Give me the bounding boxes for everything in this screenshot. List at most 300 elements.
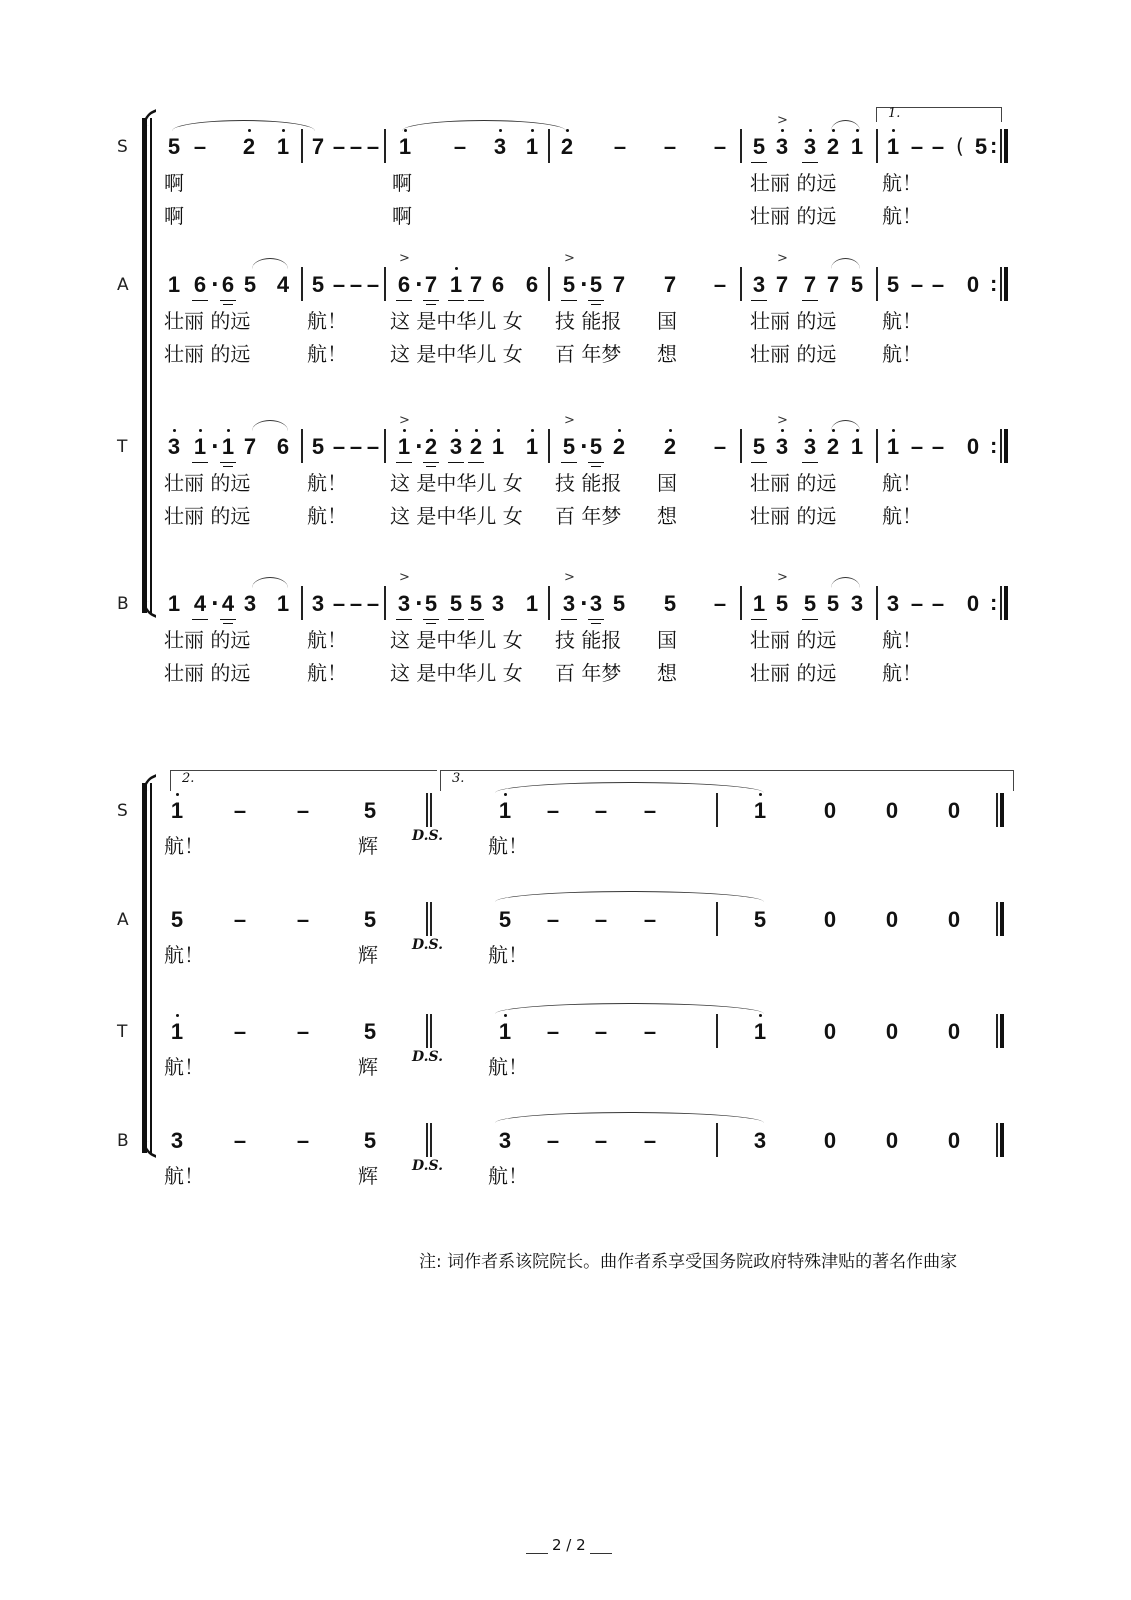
barline	[301, 267, 303, 301]
eighth-underline	[423, 619, 439, 621]
octave-dot-icon	[781, 129, 784, 132]
eighth-underline	[751, 162, 767, 164]
note-digit: 3	[775, 134, 789, 159]
note	[587, 436, 605, 458]
note-digit: 0	[947, 798, 961, 823]
note	[848, 136, 866, 158]
note-digit: 7	[469, 272, 483, 297]
final-barline-thick	[1000, 1014, 1004, 1048]
lyric-word: 啊	[164, 204, 184, 228]
barline	[876, 586, 878, 620]
lyric-word: 啊	[392, 171, 412, 195]
note	[751, 1021, 769, 1043]
note	[824, 136, 842, 158]
barline	[876, 429, 878, 463]
note	[661, 436, 679, 458]
accent-icon: >	[777, 113, 788, 128]
note-digit: 5	[612, 591, 626, 616]
bracket-cap-bottom	[143, 1139, 156, 1158]
dash-symbol: –	[366, 134, 380, 159]
barline	[716, 1123, 718, 1157]
note	[496, 1130, 514, 1152]
lyric-word: 辉	[358, 834, 378, 858]
note-digit: 1	[752, 591, 766, 616]
note	[964, 593, 982, 615]
dash-symbol: –	[594, 907, 608, 932]
eighth-underline	[396, 462, 412, 464]
note-digit: 5	[826, 591, 840, 616]
dash-symbol: –	[332, 591, 346, 616]
note-digit: 4	[193, 591, 207, 616]
dash-symbol: –	[931, 591, 945, 616]
note-digit: 5	[167, 134, 181, 159]
slur	[172, 120, 315, 131]
sixteenth-underline	[223, 466, 233, 468]
lyric-word: 航！	[882, 504, 922, 528]
lyric-word: 航！	[882, 471, 922, 495]
note-digit: 1	[525, 434, 539, 459]
dash-symbol: –	[233, 907, 247, 932]
note	[309, 436, 327, 458]
note	[945, 800, 963, 822]
slur	[252, 420, 288, 431]
note	[558, 136, 576, 158]
note-digit: 3	[752, 272, 766, 297]
note	[945, 1021, 963, 1043]
note	[610, 274, 628, 296]
dash-symbol: –	[546, 798, 560, 823]
slur	[252, 258, 288, 269]
note	[240, 136, 258, 158]
volta-number: 3.	[452, 771, 465, 786]
note	[219, 274, 237, 296]
slur	[252, 577, 288, 588]
dash-symbol: –	[910, 134, 924, 159]
note-digit: 1	[170, 798, 184, 823]
open-paren: (	[956, 134, 964, 158]
repeat-dots: :	[990, 590, 998, 615]
lyric-word: 壮丽 的远	[750, 171, 837, 195]
dash-symbol: –	[233, 1019, 247, 1044]
ds-marking: D.S.	[412, 937, 444, 953]
barline	[548, 267, 550, 301]
note-digit: 2	[424, 434, 438, 459]
dash-symbol: –	[332, 434, 346, 459]
slur	[831, 120, 860, 131]
note	[496, 800, 514, 822]
lyric-word: 壮丽 的远	[164, 342, 251, 366]
dash-symbol: –	[453, 134, 467, 159]
lyric-word: 辉	[358, 943, 378, 967]
barline	[548, 586, 550, 620]
dash-symbol: –	[296, 907, 310, 932]
octave-dot-icon	[566, 129, 569, 132]
part-label-s: S	[117, 801, 128, 821]
octave-dot-icon	[892, 129, 895, 132]
lyric-word: 技 能报	[555, 471, 622, 495]
note-digit: 5	[850, 272, 864, 297]
volta-bracket-2	[170, 770, 437, 791]
augmentation-dot: ·	[415, 434, 423, 458]
dash-symbol: –	[594, 798, 608, 823]
note	[884, 436, 902, 458]
sixteenth-underline	[591, 623, 601, 625]
barline	[301, 586, 303, 620]
eighth-underline	[802, 462, 818, 464]
final-barline-thick	[1004, 586, 1008, 620]
sixteenth-underline	[591, 304, 601, 306]
slur	[402, 120, 566, 131]
lyric-word: 这 是中华儿 女	[390, 471, 523, 495]
note	[274, 274, 292, 296]
dash-symbol: –	[349, 272, 363, 297]
octave-dot-icon	[669, 429, 672, 432]
octave-dot-icon	[759, 1014, 762, 1017]
final-barline-thick	[1004, 129, 1008, 163]
note	[447, 436, 465, 458]
barline	[876, 129, 878, 163]
note	[884, 274, 902, 296]
octave-dot-icon	[176, 793, 179, 796]
note-digit: 5	[562, 434, 576, 459]
final-barline-thin	[1000, 429, 1002, 463]
note	[361, 909, 379, 931]
augmentation-dot: ·	[580, 434, 588, 458]
barline	[876, 267, 878, 301]
lyric-word: 航！	[307, 471, 347, 495]
dash-symbol: –	[546, 907, 560, 932]
note	[751, 909, 769, 931]
note-digit: 7	[243, 434, 257, 459]
note-digit: 5	[753, 907, 767, 932]
note-digit: 5	[589, 434, 603, 459]
eighth-underline	[192, 300, 208, 302]
note	[168, 800, 186, 822]
note	[489, 436, 507, 458]
lyric-word: 壮丽 的远	[750, 504, 837, 528]
note	[560, 593, 578, 615]
note-digit: 3	[589, 591, 603, 616]
final-barline-thin	[1000, 267, 1002, 301]
note-digit: 1	[398, 134, 412, 159]
eighth-underline	[802, 162, 818, 164]
note	[309, 274, 327, 296]
note	[883, 909, 901, 931]
note	[964, 436, 982, 458]
note-digit: 2	[826, 134, 840, 159]
note-digit: 3	[775, 434, 789, 459]
note	[750, 274, 768, 296]
note	[168, 909, 186, 931]
dash-symbol: –	[296, 798, 310, 823]
lyric-word: 航！	[164, 834, 204, 858]
note-digit: 1	[449, 272, 463, 297]
lyric-word: 这 是中华儿 女	[390, 309, 523, 333]
sixteenth-underline	[223, 623, 233, 625]
part-label-t: T	[117, 437, 128, 457]
barline	[384, 267, 386, 301]
ds-marking: D.S.	[412, 1049, 444, 1065]
note-digit: 6	[221, 272, 235, 297]
lyric-word: 壮丽 的远	[164, 628, 251, 652]
note-digit: 7	[803, 272, 817, 297]
note-digit: 4	[276, 272, 290, 297]
barline	[716, 902, 718, 936]
octave-dot-icon	[173, 429, 176, 432]
note	[884, 593, 902, 615]
note	[972, 136, 990, 158]
note	[219, 436, 237, 458]
barline	[716, 793, 718, 827]
final-barline-thick	[1000, 793, 1004, 827]
note	[523, 136, 541, 158]
octave-dot-icon	[809, 429, 812, 432]
final-barline-thin	[996, 1123, 998, 1157]
barline	[301, 129, 303, 163]
barline	[740, 129, 742, 163]
lyric-word: 航！	[882, 171, 922, 195]
augmentation-dot: ·	[580, 591, 588, 615]
note-digit: 1	[498, 1019, 512, 1044]
note	[821, 800, 839, 822]
note-digit: 3	[803, 434, 817, 459]
note-digit: 0	[885, 1128, 899, 1153]
lyric-word: 航！	[307, 628, 347, 652]
note-digit: 5	[589, 272, 603, 297]
note	[883, 800, 901, 822]
sixteenth-underline	[591, 466, 601, 468]
volta-number: 1.	[888, 106, 901, 121]
lyric-word: 航！	[307, 309, 347, 333]
note	[848, 274, 866, 296]
note-digit: 5	[775, 591, 789, 616]
note	[821, 1021, 839, 1043]
sixteenth-underline	[426, 623, 436, 625]
lyric-word: 技 能报	[555, 309, 622, 333]
note	[523, 436, 541, 458]
final-barline-thick	[1004, 429, 1008, 463]
accent-icon: >	[399, 413, 410, 428]
note-digit: 0	[966, 591, 980, 616]
eighth-underline	[396, 619, 412, 621]
note-digit: 0	[885, 798, 899, 823]
accent-icon: >	[399, 570, 410, 585]
note-digit: 5	[752, 434, 766, 459]
note	[821, 1130, 839, 1152]
note-digit: 3	[562, 591, 576, 616]
note	[824, 593, 842, 615]
dash-symbol: –	[643, 798, 657, 823]
note-digit: 5	[311, 434, 325, 459]
augmentation-dot: ·	[580, 272, 588, 296]
repeat-dots: :	[990, 271, 998, 296]
repeat-dots: :	[990, 133, 998, 158]
note	[801, 436, 819, 458]
bracket-cap-bottom	[143, 599, 156, 618]
dash-symbol: –	[713, 591, 727, 616]
double-barline	[426, 793, 428, 827]
eighth-underline	[192, 619, 208, 621]
slur	[831, 258, 860, 269]
double-barline	[430, 793, 432, 827]
note	[848, 436, 866, 458]
dash-symbol: –	[910, 272, 924, 297]
repeat-dots: :	[990, 433, 998, 458]
octave-dot-icon	[809, 129, 812, 132]
double-barline	[430, 1123, 432, 1157]
accent-icon: >	[399, 251, 410, 266]
eighth-underline	[396, 300, 412, 302]
augmentation-dot: ·	[415, 591, 423, 615]
note-digit: 5	[424, 591, 438, 616]
note-digit: 1	[850, 134, 864, 159]
octave-dot-icon	[455, 429, 458, 432]
note-digit: 5	[363, 1019, 377, 1044]
note-digit: 1	[221, 434, 235, 459]
note-digit: 1	[886, 134, 900, 159]
note	[165, 593, 183, 615]
note-digit: 0	[823, 1019, 837, 1044]
note	[361, 1021, 379, 1043]
note-digit: 1	[491, 434, 505, 459]
note-digit: 2	[663, 434, 677, 459]
eighth-underline	[448, 300, 464, 302]
accent-icon: >	[777, 251, 788, 266]
note-digit: 5	[243, 272, 257, 297]
note-digit: 0	[885, 907, 899, 932]
note-digit: 3	[167, 434, 181, 459]
lyric-word: 航！	[164, 1164, 204, 1188]
note	[361, 800, 379, 822]
part-label-t: T	[117, 1022, 128, 1042]
dash-symbol: –	[594, 1128, 608, 1153]
note-digit: 5	[449, 591, 463, 616]
note	[883, 1130, 901, 1152]
note	[241, 593, 259, 615]
note-digit: 3	[753, 1128, 767, 1153]
eighth-underline	[751, 619, 767, 621]
note	[491, 136, 509, 158]
note	[560, 274, 578, 296]
accent-icon: >	[564, 413, 575, 428]
octave-dot-icon	[504, 793, 507, 796]
lyric-word: 航！	[164, 1055, 204, 1079]
note-digit: 3	[491, 591, 505, 616]
part-label-b: B	[117, 594, 129, 614]
note	[945, 1130, 963, 1152]
dash-symbol: –	[931, 434, 945, 459]
accent-icon: >	[777, 570, 788, 585]
octave-dot-icon	[531, 429, 534, 432]
footnote: 注: 词作者系该院院长。曲作者系享受国务院政府特殊津贴的著名作曲家	[419, 1252, 958, 1272]
note-digit: 1	[753, 798, 767, 823]
note-digit: 6	[276, 434, 290, 459]
note-digit: 7	[663, 272, 677, 297]
slur	[831, 577, 860, 588]
note-digit: 7	[311, 134, 325, 159]
lyric-word: 国	[657, 471, 677, 495]
barline	[548, 429, 550, 463]
page-number	[522, 1536, 616, 1554]
dash-symbol: –	[332, 272, 346, 297]
part-label-s: S	[117, 137, 128, 157]
lyric-word: 国	[657, 628, 677, 652]
note	[422, 274, 440, 296]
note	[489, 274, 507, 296]
slur	[495, 1112, 764, 1123]
note	[661, 274, 679, 296]
eighth-underline	[448, 462, 464, 464]
eighth-underline	[561, 300, 577, 302]
ds-marking: D.S.	[412, 828, 444, 844]
dash-symbol: –	[931, 134, 945, 159]
lyric-word: 航！	[164, 943, 204, 967]
note-digit: 1	[498, 798, 512, 823]
note-digit: 1	[753, 1019, 767, 1044]
final-barline-thin	[1000, 129, 1002, 163]
note-digit: 5	[752, 134, 766, 159]
note-digit: 5	[663, 591, 677, 616]
barline	[716, 1014, 718, 1048]
note-digit: 1	[276, 134, 290, 159]
note	[750, 436, 768, 458]
octave-dot-icon	[504, 1014, 507, 1017]
lyric-word: 这 是中华儿 女	[390, 661, 523, 685]
note-digit: 6	[397, 272, 411, 297]
note	[773, 136, 791, 158]
note	[191, 274, 209, 296]
note	[168, 1130, 186, 1152]
note	[523, 593, 541, 615]
note	[467, 436, 485, 458]
note-digit: 5	[363, 907, 377, 932]
note	[309, 136, 327, 158]
note	[274, 136, 292, 158]
eighth-underline	[751, 462, 767, 464]
lyric-word: 壮丽 的远	[750, 471, 837, 495]
octave-dot-icon	[475, 429, 478, 432]
lyric-word: 这 是中华儿 女	[390, 342, 523, 366]
final-barline-thick	[1000, 902, 1004, 936]
barline	[740, 586, 742, 620]
eighth-underline	[423, 462, 439, 464]
note-digit: 0	[966, 434, 980, 459]
note-digit: 5	[363, 798, 377, 823]
note	[883, 1021, 901, 1043]
lyric-word: 啊	[392, 204, 412, 228]
octave-dot-icon	[199, 429, 202, 432]
note	[560, 436, 578, 458]
note-digit: 5	[469, 591, 483, 616]
note-digit: 1	[193, 434, 207, 459]
lyric-word: 辉	[358, 1164, 378, 1188]
double-barline	[430, 902, 432, 936]
note	[422, 436, 440, 458]
note	[309, 593, 327, 615]
eighth-underline	[448, 619, 464, 621]
barline	[384, 586, 386, 620]
accent-icon: >	[564, 570, 575, 585]
eighth-underline	[751, 300, 767, 302]
note	[496, 1021, 514, 1043]
note-digit: 7	[424, 272, 438, 297]
dash-symbol: –	[713, 134, 727, 159]
barline	[384, 429, 386, 463]
note	[467, 593, 485, 615]
lyric-word: 技 能报	[555, 628, 622, 652]
lyric-word: 想	[657, 504, 677, 528]
octave-dot-icon	[497, 429, 500, 432]
